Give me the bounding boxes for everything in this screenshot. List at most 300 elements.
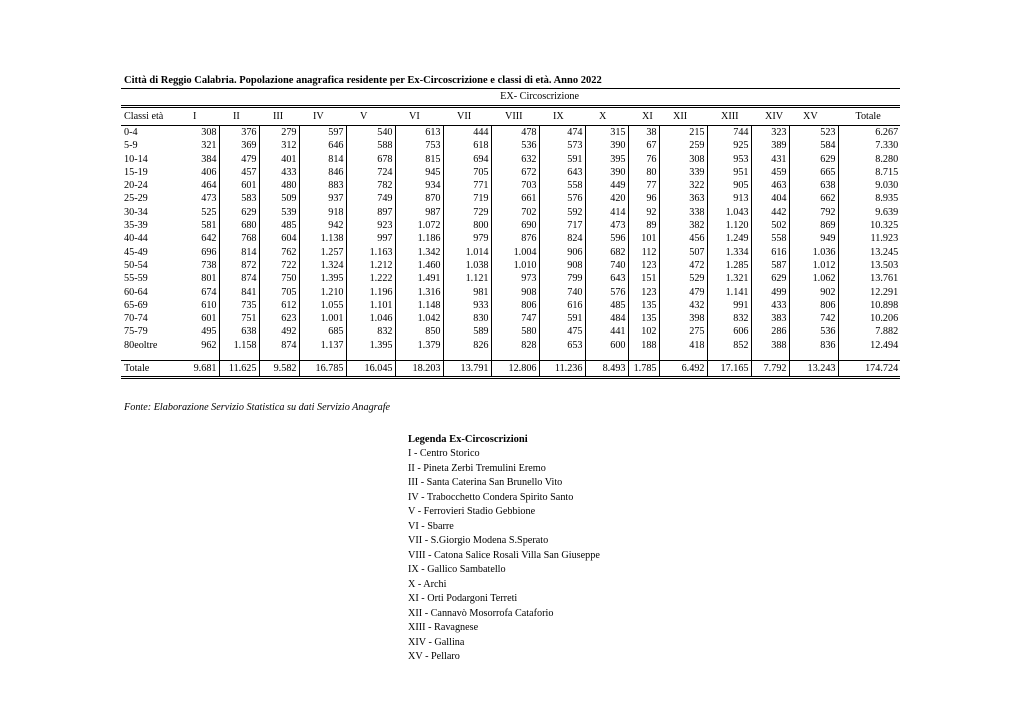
cell-value: 1.334	[707, 246, 751, 259]
cell-value: 308	[179, 126, 219, 140]
table-row	[121, 286, 900, 299]
cell-value: 792	[789, 206, 838, 219]
column-header: XV	[789, 107, 838, 126]
cell-value: 717	[539, 219, 585, 232]
cell-value: 771	[443, 179, 491, 192]
cell-value: 869	[789, 219, 838, 232]
population-table	[121, 88, 900, 379]
row-total: 11.923	[870, 233, 899, 245]
spacer-row	[121, 352, 900, 361]
cell-value: 661	[491, 192, 539, 205]
cell-value: 398	[659, 312, 707, 325]
cell-value: 389	[751, 139, 789, 152]
table-row	[121, 179, 900, 192]
row-total: 13.761	[870, 273, 899, 285]
table-row	[121, 259, 900, 272]
cell-value: 738	[179, 259, 219, 272]
table-title: Città di Reggio Calabria. Popolazione anagrafica residente per Ex-Circoscrizione e classi di età. Anno 2022	[124, 75, 602, 86]
cell-value: 390	[585, 139, 628, 152]
cell-value: 1.285	[707, 259, 751, 272]
cell-value: 665	[789, 166, 838, 179]
table-body	[121, 126, 900, 378]
cell-value: 806	[789, 299, 838, 312]
cell-value: 395	[585, 153, 628, 166]
cell-value: 558	[751, 232, 789, 245]
column-header: XI	[628, 107, 659, 126]
cell-value: 112	[628, 246, 659, 259]
cell-value: 762	[259, 246, 299, 259]
cell-value: 750	[259, 272, 299, 285]
legend-item: XIII - Ravagnese	[408, 622, 479, 633]
cell-value: 1.342	[395, 246, 443, 259]
cell-value: 744	[707, 126, 751, 140]
row-label: 55-59	[124, 273, 148, 285]
row-label: 60-64	[124, 286, 148, 298]
row-label: 5-9	[124, 140, 138, 152]
row-total: 10.206	[870, 313, 899, 325]
cell-value: 484	[585, 312, 628, 325]
cell-value: 987	[395, 206, 443, 219]
cell-value: 1.042	[395, 312, 443, 325]
cell-value: 824	[539, 232, 585, 245]
cell-value: 580	[491, 325, 539, 338]
cell-value: 338	[659, 206, 707, 219]
cell-value: 485	[259, 219, 299, 232]
cell-value: 456	[659, 232, 707, 245]
cell-value: 729	[443, 206, 491, 219]
cell-value: 480	[259, 179, 299, 192]
cell-value: 376	[219, 126, 259, 140]
cell-value: 642	[179, 232, 219, 245]
cell-value: 850	[395, 325, 443, 338]
cell-value: 722	[259, 259, 299, 272]
cell-value: 474	[539, 126, 585, 140]
legend-list	[408, 447, 600, 665]
cell-value: 449	[585, 179, 628, 192]
cell-value: 782	[346, 179, 395, 192]
column-total: 8.493	[585, 361, 628, 378]
table-row	[121, 126, 900, 140]
cell-value: 259	[659, 139, 707, 152]
cell-value: 473	[179, 192, 219, 205]
cell-value: 1.148	[395, 299, 443, 312]
cell-value: 588	[346, 139, 395, 152]
row-total: 7.330	[875, 140, 899, 152]
cell-value: 444	[443, 126, 491, 140]
cell-value: 601	[219, 179, 259, 192]
cell-value: 215	[659, 126, 707, 140]
legend-item: XV - Pellaro	[408, 651, 460, 662]
group-header: EX- Circoscrizione	[179, 89, 900, 107]
column-total: 11.625	[219, 361, 259, 378]
cell-value: 1.249	[707, 232, 751, 245]
column-header-row	[121, 107, 900, 126]
cell-value: 643	[585, 272, 628, 285]
cell-value: 492	[259, 325, 299, 338]
row-label-header: Classi età	[121, 107, 179, 126]
cell-value: 600	[585, 339, 628, 352]
cell-value: 740	[585, 259, 628, 272]
cell-value: 740	[539, 286, 585, 299]
cell-value: 826	[443, 339, 491, 352]
cell-value: 499	[751, 286, 789, 299]
source-note: Fonte: Elaborazione Servizio Statistica su dati Servizio Anagrafe	[124, 402, 391, 413]
cell-value: 604	[259, 232, 299, 245]
column-header: VIII	[491, 107, 539, 126]
cell-value: 584	[789, 139, 838, 152]
cell-value: 388	[751, 339, 789, 352]
cell-value: 92	[628, 206, 659, 219]
cell-value: 800	[443, 219, 491, 232]
cell-value: 463	[751, 179, 789, 192]
cell-value: 747	[491, 312, 539, 325]
table-row	[121, 219, 900, 232]
legend-item: V - Ferrovieri Stadio Gebbione	[408, 506, 536, 517]
row-total: 9.639	[875, 206, 899, 218]
cell-value: 404	[751, 192, 789, 205]
cell-value: 801	[179, 272, 219, 285]
cell-value: 536	[789, 325, 838, 338]
cell-value: 753	[395, 139, 443, 152]
cell-value: 933	[443, 299, 491, 312]
legend-title: Legenda Ex-Circoscrizioni	[408, 434, 528, 445]
cell-value: 540	[346, 126, 395, 140]
cell-value: 1.196	[346, 286, 395, 299]
cell-value: 883	[299, 179, 346, 192]
cell-value: 597	[299, 126, 346, 140]
cell-value: 703	[491, 179, 539, 192]
column-header: IX	[539, 107, 585, 126]
row-total: 7.882	[875, 326, 899, 338]
cell-value: 876	[491, 232, 539, 245]
column-total: 13.791	[443, 361, 491, 378]
cell-value: 618	[443, 139, 491, 152]
column-total: 9.582	[259, 361, 299, 378]
cell-value: 459	[751, 166, 789, 179]
cell-value: 596	[585, 232, 628, 245]
row-label: 35-39	[124, 220, 148, 232]
cell-value: 742	[789, 312, 838, 325]
cell-value: 123	[628, 259, 659, 272]
cell-value: 1.043	[707, 206, 751, 219]
row-label: 80eoltre	[124, 339, 158, 351]
row-total: 10.898	[870, 299, 899, 311]
cell-value: 632	[491, 153, 539, 166]
row-label: 40-44	[124, 233, 148, 245]
cell-value: 690	[491, 219, 539, 232]
cell-value: 923	[346, 219, 395, 232]
table-row	[121, 246, 900, 259]
cell-value: 475	[539, 325, 585, 338]
cell-value: 420	[585, 192, 628, 205]
cell-value: 830	[443, 312, 491, 325]
cell-value: 1.010	[491, 259, 539, 272]
column-total: 11.236	[539, 361, 585, 378]
totals-label: Totale	[121, 361, 179, 378]
cell-value: 949	[789, 232, 838, 245]
cell-value: 937	[299, 192, 346, 205]
cell-value: 653	[539, 339, 585, 352]
row-total: 6.267	[875, 127, 899, 138]
row-total: 8.715	[875, 166, 899, 178]
cell-value: 852	[707, 339, 751, 352]
column-header: I	[179, 107, 219, 126]
cell-value: 442	[751, 206, 789, 219]
cell-value: 479	[219, 153, 259, 166]
row-total: 13.503	[870, 259, 899, 271]
cell-value: 613	[395, 126, 443, 140]
legend	[408, 432, 600, 665]
cell-value: 674	[179, 286, 219, 299]
column-header: III	[259, 107, 299, 126]
cell-value: 123	[628, 286, 659, 299]
cell-value: 616	[539, 299, 585, 312]
cell-value: 908	[539, 259, 585, 272]
table-row	[121, 272, 900, 285]
cell-value: 433	[259, 166, 299, 179]
total-column-header: Totale	[838, 107, 900, 126]
cell-value: 685	[299, 325, 346, 338]
cell-value: 135	[628, 312, 659, 325]
cell-value: 846	[299, 166, 346, 179]
legend-item: XIV - Gallina	[408, 636, 465, 648]
cell-value: 286	[751, 325, 789, 338]
column-total: 9.681	[179, 361, 219, 378]
cell-value: 1.055	[299, 299, 346, 312]
cell-value: 383	[751, 312, 789, 325]
cell-value: 464	[179, 179, 219, 192]
cell-value: 418	[659, 339, 707, 352]
table-row	[121, 153, 900, 166]
cell-value: 705	[259, 286, 299, 299]
cell-value: 573	[539, 139, 585, 152]
cell-value: 1.186	[395, 232, 443, 245]
cell-value: 815	[395, 153, 443, 166]
cell-value: 1.379	[395, 339, 443, 352]
row-label: 15-19	[124, 166, 148, 178]
cell-value: 433	[751, 299, 789, 312]
cell-value: 1.038	[443, 259, 491, 272]
cell-value: 1.001	[299, 312, 346, 325]
cell-value: 1.491	[395, 272, 443, 285]
cell-value: 339	[659, 166, 707, 179]
column-total: 17.165	[707, 361, 751, 378]
cell-value: 836	[789, 339, 838, 352]
cell-value: 591	[539, 312, 585, 325]
cell-value: 102	[628, 325, 659, 338]
cell-value: 369	[219, 139, 259, 152]
table-row	[121, 166, 900, 179]
cell-value: 1.138	[299, 232, 346, 245]
cell-value: 945	[395, 166, 443, 179]
cell-value: 942	[299, 219, 346, 232]
cell-value: 529	[659, 272, 707, 285]
row-label: 10-14	[124, 153, 148, 165]
cell-value: 384	[179, 153, 219, 166]
cell-value: 872	[219, 259, 259, 272]
row-label: 0-4	[124, 127, 138, 138]
cell-value: 606	[707, 325, 751, 338]
cell-value: 431	[751, 153, 789, 166]
legend-item: X - Archi	[408, 578, 447, 590]
cell-value: 629	[789, 153, 838, 166]
cell-value: 934	[395, 179, 443, 192]
column-header: VI	[395, 107, 443, 126]
cell-value: 414	[585, 206, 628, 219]
cell-value: 953	[707, 153, 751, 166]
column-total: 18.203	[395, 361, 443, 378]
cell-value: 643	[539, 166, 585, 179]
table-row	[121, 192, 900, 205]
cell-value: 1.460	[395, 259, 443, 272]
cell-value: 1.014	[443, 246, 491, 259]
column-header: V	[346, 107, 395, 126]
table-row	[121, 299, 900, 312]
cell-value: 581	[179, 219, 219, 232]
cell-value: 696	[179, 246, 219, 259]
row-label: 45-49	[124, 246, 148, 258]
row-label: 70-74	[124, 313, 148, 325]
cell-value: 525	[179, 206, 219, 219]
cell-value: 806	[491, 299, 539, 312]
cell-value: 539	[259, 206, 299, 219]
legend-item: XI - Orti Podargoni Terreti	[408, 593, 518, 604]
legend-item: VIII - Catona Salice Rosalì Villa San Giuseppe	[408, 549, 600, 561]
row-label: 75-79	[124, 326, 148, 338]
cell-value: 275	[659, 325, 707, 338]
row-total: 8.280	[875, 153, 899, 165]
cell-value: 279	[259, 126, 299, 140]
column-header: XIII	[707, 107, 751, 126]
cell-value: 135	[628, 299, 659, 312]
cell-value: 799	[539, 272, 585, 285]
cell-value: 925	[707, 139, 751, 152]
cell-value: 478	[491, 126, 539, 140]
cell-value: 601	[179, 312, 219, 325]
cell-value: 768	[219, 232, 259, 245]
cell-value: 694	[443, 153, 491, 166]
cell-value: 702	[491, 206, 539, 219]
cell-value: 841	[219, 286, 259, 299]
column-total: 12.806	[491, 361, 539, 378]
legend-item: VII - S.Giorgio Modena S.Sperato	[408, 535, 549, 546]
cell-value: 979	[443, 232, 491, 245]
cell-value: 870	[395, 192, 443, 205]
cell-value: 1.120	[707, 219, 751, 232]
row-total: 12.494	[870, 339, 899, 351]
cell-value: 874	[219, 272, 259, 285]
cell-value: 913	[707, 192, 751, 205]
cell-value: 1.004	[491, 246, 539, 259]
cell-value: 680	[219, 219, 259, 232]
column-total: 16.045	[346, 361, 395, 378]
cell-value: 382	[659, 219, 707, 232]
cell-value: 1.101	[346, 299, 395, 312]
cell-value: 312	[259, 139, 299, 152]
cell-value: 997	[346, 232, 395, 245]
cell-value: 536	[491, 139, 539, 152]
cell-value: 906	[539, 246, 585, 259]
cell-value: 874	[259, 339, 299, 352]
cell-value: 1.046	[346, 312, 395, 325]
cell-value: 897	[346, 206, 395, 219]
cell-value: 1.257	[299, 246, 346, 259]
cell-value: 991	[707, 299, 751, 312]
cell-value: 646	[299, 139, 346, 152]
cell-value: 814	[219, 246, 259, 259]
row-total: 8.935	[875, 193, 899, 205]
row-label: 50-54	[124, 259, 148, 271]
cell-value: 705	[443, 166, 491, 179]
cell-value: 485	[585, 299, 628, 312]
cell-value: 951	[707, 166, 751, 179]
cell-value: 918	[299, 206, 346, 219]
cell-value: 902	[789, 286, 838, 299]
cell-value: 509	[259, 192, 299, 205]
cell-value: 151	[628, 272, 659, 285]
cell-value: 76	[628, 153, 659, 166]
cell-value: 80	[628, 166, 659, 179]
cell-value: 749	[346, 192, 395, 205]
cell-value: 432	[659, 299, 707, 312]
cell-value: 1.395	[346, 339, 395, 352]
cell-value: 973	[491, 272, 539, 285]
row-label: 25-29	[124, 193, 148, 205]
cell-value: 678	[346, 153, 395, 166]
cell-value: 662	[789, 192, 838, 205]
cell-value: 1.158	[219, 339, 259, 352]
table-row	[121, 206, 900, 219]
cell-value: 523	[789, 126, 838, 140]
cell-value: 315	[585, 126, 628, 140]
cell-value: 719	[443, 192, 491, 205]
cell-value: 724	[346, 166, 395, 179]
cell-value: 1.036	[789, 246, 838, 259]
cell-value: 576	[585, 286, 628, 299]
cell-value: 610	[179, 299, 219, 312]
legend-item: VI - Sbarre	[408, 520, 454, 532]
cell-value: 1.137	[299, 339, 346, 352]
totals-row	[121, 361, 900, 378]
cell-value: 1.222	[346, 272, 395, 285]
cell-value: 1.321	[707, 272, 751, 285]
cell-value: 321	[179, 139, 219, 152]
cell-value: 1.121	[443, 272, 491, 285]
column-total: 1.785	[628, 361, 659, 378]
cell-value: 576	[539, 192, 585, 205]
cell-value: 38	[628, 126, 659, 140]
legend-item: XII - Cannavò Mosorrofa Cataforio	[408, 607, 554, 619]
row-label: 65-69	[124, 299, 148, 311]
cell-value: 616	[751, 246, 789, 259]
legend-item: IX - Gallico Sambatello	[408, 564, 506, 575]
row-label: 20-24	[124, 180, 148, 192]
row-total: 12.291	[870, 286, 899, 298]
cell-value: 479	[659, 286, 707, 299]
cell-value: 1.072	[395, 219, 443, 232]
table-row	[121, 325, 900, 338]
cell-value: 77	[628, 179, 659, 192]
cell-value: 502	[751, 219, 789, 232]
cell-value: 401	[259, 153, 299, 166]
cell-value: 507	[659, 246, 707, 259]
cell-value: 672	[491, 166, 539, 179]
cell-value: 363	[659, 192, 707, 205]
cell-value: 638	[789, 179, 838, 192]
cell-value: 96	[628, 192, 659, 205]
cell-value: 908	[491, 286, 539, 299]
cell-value: 591	[539, 153, 585, 166]
